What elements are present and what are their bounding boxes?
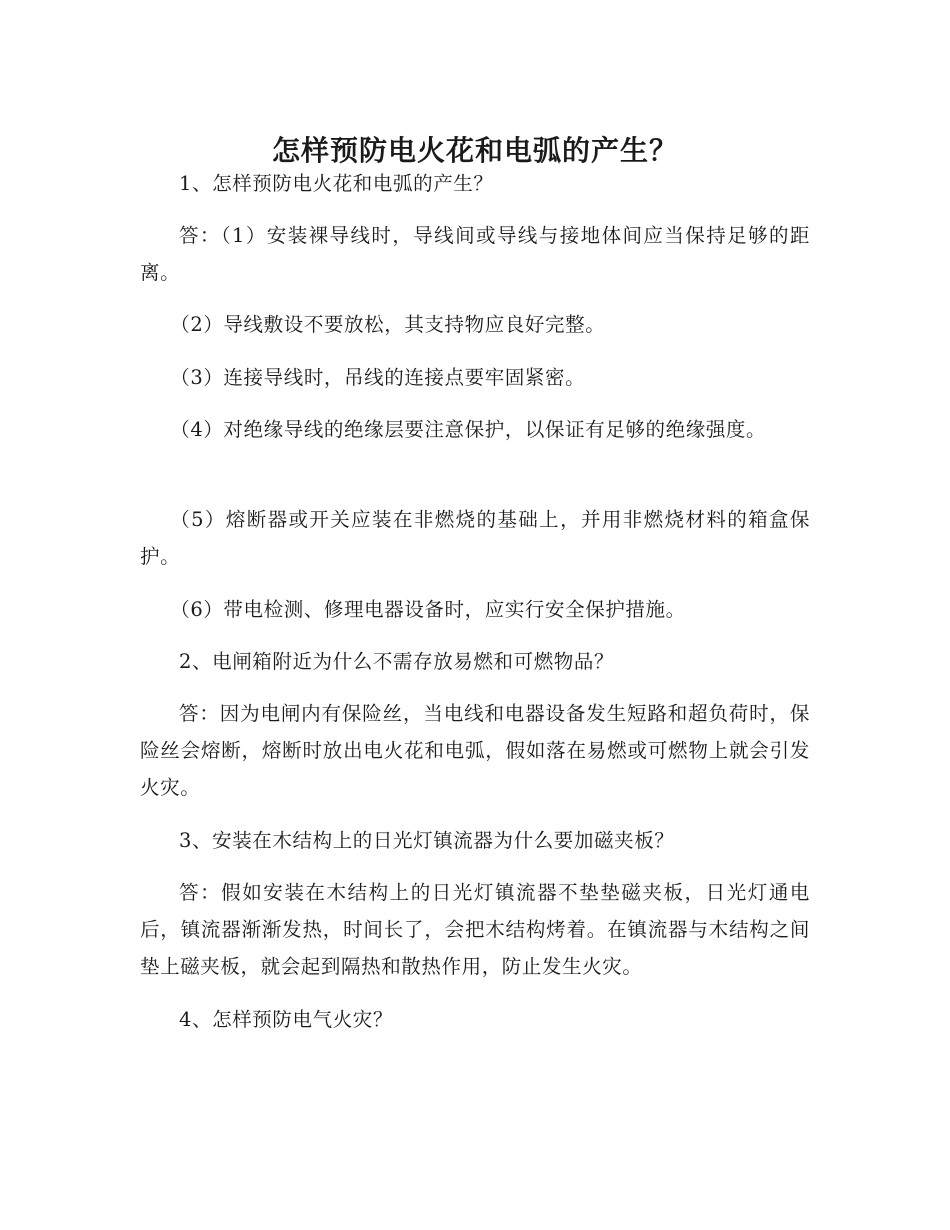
question-4: 4、怎样预防电气火灾？: [179, 1008, 394, 1031]
document-title: 怎样预防电火花和电弧的产生？: [271, 133, 678, 167]
question-3: 3、安装在木结构上的日光灯镇流器为什么要加磁夹板？: [179, 829, 675, 852]
answer-1-intro: 答：（1）安装裸导线时，导线间或导线与接地体间应当保持足够的距离。: [140, 224, 810, 284]
answer-1-item-6: （6）带电检测、修理电器设备时，应实行安全保护措施。: [170, 598, 686, 621]
answer-1-item-5: （5）熔断器或开关应装在非燃烧的基础上，并用非燃烧材料的箱盒保护。: [140, 508, 810, 568]
answer-1-item-2: （2）导线敷设不要放松，其支持物应良好完整。: [170, 313, 606, 336]
answer-1-item-3: （3）连接导线时，吊线的连接点要牢固紧密。: [170, 366, 586, 389]
question-1: 1、怎样预防电火花和电弧的产生？: [179, 172, 494, 195]
question-2: 2、电闸箱附近为什么不需存放易燃和可燃物品？: [179, 650, 615, 673]
answer-1-item-4: （4）对绝缘导线的绝缘层要注意保护，以保证有足够的绝缘强度。: [170, 418, 767, 441]
answer-3: 答：假如安装在木结构上的日光灯镇流器不垫垫磁夹板，日光灯通电后，镇流器渐渐发热，时间长了，会把木结构烤着。在镇流器与木结构之间垫上磁夹板，就会起到隔热和散热作用，防止发生火灾。: [140, 881, 810, 978]
answer-2: 答：因为电闸内有保险丝，当电线和电器设备发生短路和超负荷时，保险丝会熔断，熔断时放出电火花和电弧，假如落在易燃或可燃物上就会引发火灾。: [140, 702, 810, 799]
